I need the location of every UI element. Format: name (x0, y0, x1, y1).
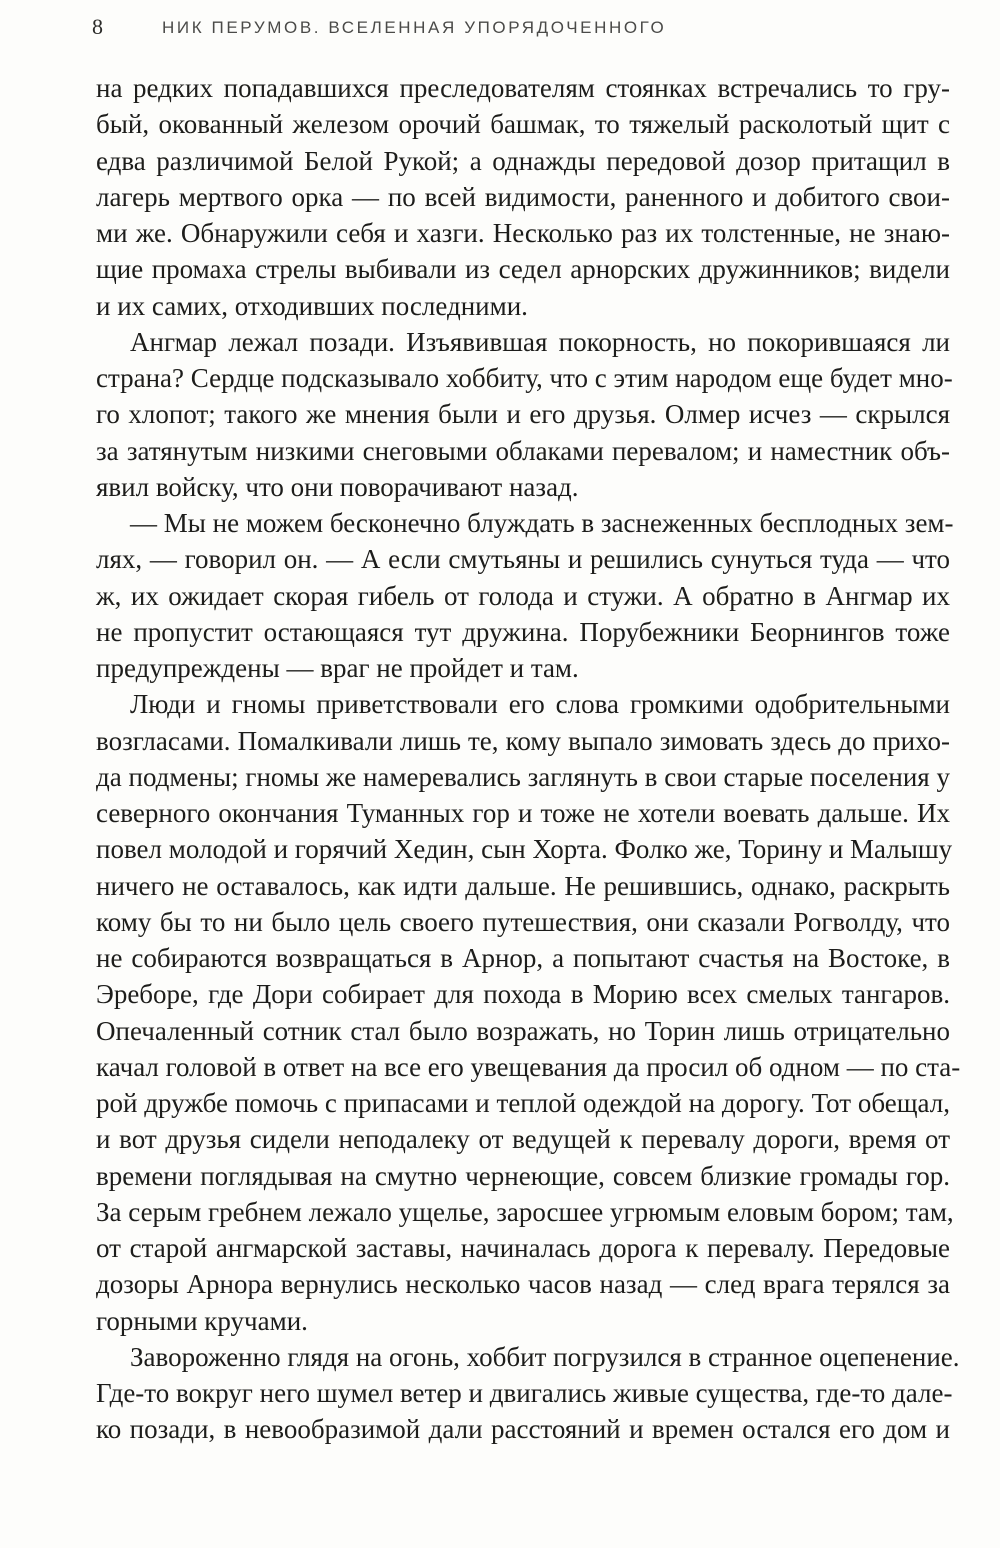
text-line: лагерь мертвого орка — по всей видимости, раненного и добитого свои- (96, 181, 950, 212)
text-line: Люди и гномы приветствовали его слова громкими одобрительными (130, 689, 950, 720)
text-line: не собираются возвращаться в Арнор, а попытают счастья на Востоке, в (96, 943, 950, 973)
text-line: от старой ангмарской заставы, начиналась дорога к перевалу. Передовые (96, 1233, 950, 1263)
text-line: да подмены; гномы же намеревались заглянуть в свои старые поселения у (96, 761, 950, 792)
text-line: лях, — говорил он. — А если смутьяны и решились сунуться туда — что (96, 544, 950, 575)
text-line: бый, окованный железом орочий башмак, то тяжелый расколотый щит с (96, 109, 950, 140)
text-line: рой дружбе помочь с припасами и теплой одеждой на дорогу. Тот обещал, (96, 1088, 950, 1118)
text-line: не пропустит остающаяся тут дружина. Порубежники Беорнингов тоже (96, 616, 950, 647)
text-line: ж, их ожидает скорая гибель от голода и стужи. А обратно в Ангмар их (96, 580, 950, 611)
running-title: НИК ПЕРУМОВ. ВСЕЛЕННАЯ УПОРЯДОЧЕННОГО (162, 18, 667, 37)
text-line: качал головой в ответ на все его увещевания да просил об одном — по ста- (96, 1051, 961, 1082)
text-line: Опечаленный сотник стал было возражать, но Торин лишь отрицательно (96, 1015, 950, 1046)
text-line: Завороженно глядя на огонь, хоббит погрузился в странное оцепенение. (130, 1341, 960, 1372)
text-line: щие промаха стрелы выбивали из седел арнорских дружинников; видели (96, 254, 950, 285)
text-line: Где-то вокруг него шумел ветер и двигались живые существа, где-то дале- (96, 1378, 953, 1408)
text-line: Эреборе, где Дори собирает для похода в Морию всех смелых тангаров. (96, 979, 950, 1010)
text-line: возгласами. Помалкивали лишь те, кому выпало зимовать здесь до прихо- (96, 725, 950, 756)
text-line: на редких попадавшихся преследователям стоянках встречались то гру- (96, 73, 950, 103)
text-line: за затянутым низкими снеговыми облаками перевалом; и наместник объ- (96, 435, 950, 466)
text-line: времени поглядывая на смутно чернеющие, совсем близкие громады гор. (96, 1160, 950, 1191)
text-line: повел молодой и горячий Хедин, сын Хорта. Фолко же, Торину и Малышу (96, 834, 953, 865)
text-line: дозоры Арнора вернулись несколько часов назад — след врага терялся за (96, 1269, 950, 1300)
text-line: ничего не оставалось, как идти дальше. Не решившись, однако, раскрыть (96, 870, 950, 901)
text-line: едва различимой Белой Рукой; а однажды передовой дозор притащил в (96, 145, 950, 176)
text-line: кому бы то ни было цель своего путешествия, они сказали Рогволду, что (96, 906, 950, 937)
text-line: явил войску, что они поворачивают назад. (96, 471, 579, 502)
page-number: 8 (92, 14, 103, 39)
text-line: и вот друзья сидели неподалеку от ведущей к перевалу дороги, время от (96, 1124, 950, 1155)
body-text (96, 70, 961, 1448)
text-line: За серым гребнем лежало ущелье, заросшее угрюмым еловым бором; там, (96, 1196, 954, 1227)
text-line: и их самих, отходивших последними. (96, 290, 528, 321)
text-line: Ангмар лежал позади. Изъявившая покорность, но покорившаяся ли (130, 326, 950, 357)
text-line: — Мы не можем бесконечно блуждать в заснеженных бесплодных зем- (130, 508, 954, 538)
text-line: северного окончания Туманных гор и тоже не хотели воевать дальше. Их (96, 798, 950, 828)
text-line: ко позади, в невообразимой дали расстояний и времен остался его дом и (96, 1414, 950, 1445)
running-head (92, 14, 952, 44)
text-line: горными кручами. (96, 1305, 308, 1336)
text-line: страна? Сердце подсказывало хоббиту, что с этим народом еще будет мно- (96, 363, 953, 393)
text-line: го хлопот; такого же мнения были и его друзья. Олмер исчез — скрылся (96, 399, 950, 430)
text-line: ми же. Обнаружили себя и хазги. Несколько раз их толстенные, не знаю- (96, 218, 950, 248)
text-line: предупреждены — враг не пройдет и там. (96, 653, 579, 683)
